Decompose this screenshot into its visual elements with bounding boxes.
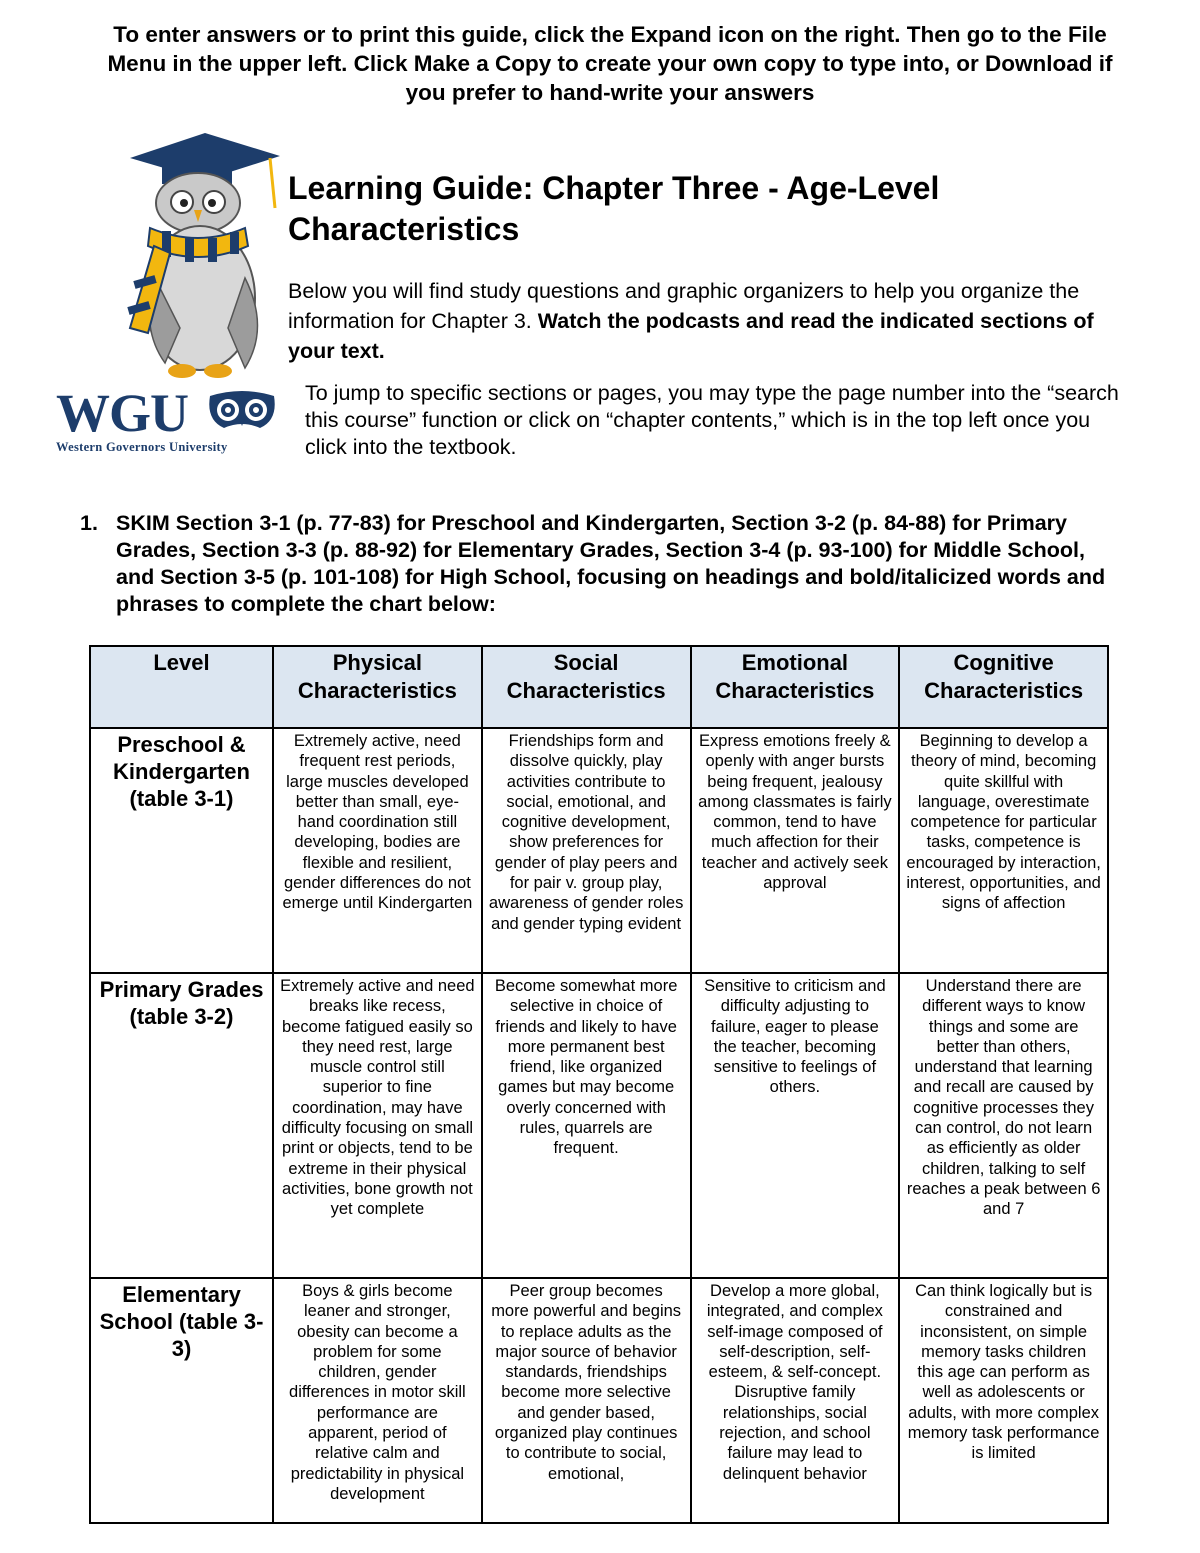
social-cell[interactable]: Friendships form and dissolve quickly, play activities contribute to social, emotional, and cognitive development, show preferences for gender of play peers and for pair v. group play, awareness of gender roles and gender typing evident [482, 728, 691, 973]
table-header-row [90, 646, 1108, 728]
characteristics-table [89, 645, 1109, 1524]
intro-plain: Below you will find study questions and graphic organizers to help you organize the information for Chapter 3. [288, 279, 1080, 333]
question-number: 1. [80, 511, 98, 535]
wgu-logo [50, 128, 282, 468]
header-physical: Physical Characteristics [273, 646, 482, 728]
emotional-cell[interactable]: Sensitive to criticism and difficulty adjusting to failure, eager to please the teacher, becoming sensitive to feelings of others. [691, 973, 900, 1278]
physical-cell[interactable]: Boys & girls become leaner and stronger, obesity can become a problem for some children, gender differences in motor skill performance are apparent, period of relative calm and predictability in physical development [273, 1278, 482, 1523]
table-row [90, 973, 1108, 1278]
level-cell: Elementary School (table 3-3) [90, 1278, 273, 1523]
table-row [90, 728, 1108, 973]
level-cell: Preschool & Kindergarten (table 3-1) [90, 728, 273, 973]
emotional-cell[interactable]: Develop a more global, integrated, and complex self-image composed of self-description, self-esteem, & self-concept. Disruptive family relationships, social rejection, and school failure may lead to delinquent behavior [691, 1278, 900, 1523]
owl-eyes-icon [206, 390, 278, 432]
level-cell: Primary Grades (table 3-2) [90, 973, 273, 1278]
jump-instructions: To jump to specific sections or pages, you may type the page number into the “search this course” function or click on “chapter contents,” which is in the top left once you click into the textbook. [305, 381, 1119, 459]
physical-cell[interactable]: Extremely active, need frequent rest periods, large muscles developed better than small, eye-hand coordination still developing, bodies are flexible and resilient, gender differences do not emerge until Kindergarten [273, 728, 482, 973]
header-cognitive: Cognitive Characteristics [899, 646, 1108, 728]
owl-mascot-icon [110, 128, 280, 383]
question-text: SKIM Section 3-1 (p. 77-83) for Preschool and Kindergarten, Section 3-2 (p. 84-88) for Primary Grades, Section 3-3 (p. 88-92) for Elementary Grades, Section 3-4 (p. 93-100) for Middle School, and Section 3-5 (p. 101-108) for High School, focusing on headings and bold/italicized words and phrases to complete the chart below: [116, 511, 1106, 616]
wgu-wordmark [56, 383, 282, 443]
social-cell[interactable]: Peer group becomes more powerful and begins to replace adults as the major source of behavior standards, friendships become more selective and gender based, organized play continues to contribute to social, emotional, [482, 1278, 691, 1523]
header-emotional: Emotional Characteristics [691, 646, 900, 728]
cognitive-cell[interactable]: Understand there are different ways to know things and some are better than others, understand that learning and recall are caused by cognitive processes they can control, do not learn as efficiently as older children, talking to self reaches a peak between 6 and 7 [899, 973, 1108, 1278]
instructions-text: To enter answers or to print this guide, click the Expand icon on the right. Then go to the File Menu in the upper left. Click Make a Copy to create your own copy to type into, or Download if you prefer to hand-write your answers [107, 22, 1113, 105]
wgu-letters: WGU [56, 383, 188, 443]
cognitive-cell[interactable]: Can think logically but is constrained and inconsistent, on simple memory tasks children this age can perform as well as adolescents or adults, with more complex memory task performance is limited [899, 1278, 1108, 1523]
header-social: Social Characteristics [482, 646, 691, 728]
intro-bold: Watch the podcasts and read the indicated sections of your text. [288, 309, 1094, 363]
page-title: Learning Guide: Chapter Three - Age-Level Characteristics [288, 170, 940, 247]
table-row [90, 1278, 1108, 1523]
question-1 [80, 510, 1125, 618]
cognitive-cell[interactable]: Beginning to develop a theory of mind, becoming quite skillful with language, overestimate competence for particular tasks, competence is encouraged by interaction, interest, opportunities, and signs of affection [899, 728, 1108, 973]
header-level: Level [90, 646, 273, 728]
intro-paragraph [288, 276, 1138, 366]
social-cell[interactable]: Become somewhat more selective in choice of friends and likely to have more permanent best friend, like organized games but may become overly concerned with rules, quarrels are frequent. [482, 973, 691, 1278]
emotional-cell[interactable]: Express emotions freely & openly with anger bursts being frequent, jealousy among classmates is fairly common, tend to have much affection for their teacher and actively seek approval [691, 728, 900, 973]
wgu-subtitle: Western Governors University [56, 440, 228, 454]
physical-cell[interactable]: Extremely active and need breaks like recess, become fatigued easily so they need rest, large muscle control still superior to fine coordination, may have difficulty focusing on small print or objects, tend to be extreme in their physical activities, bone growth not yet complete [273, 973, 482, 1278]
